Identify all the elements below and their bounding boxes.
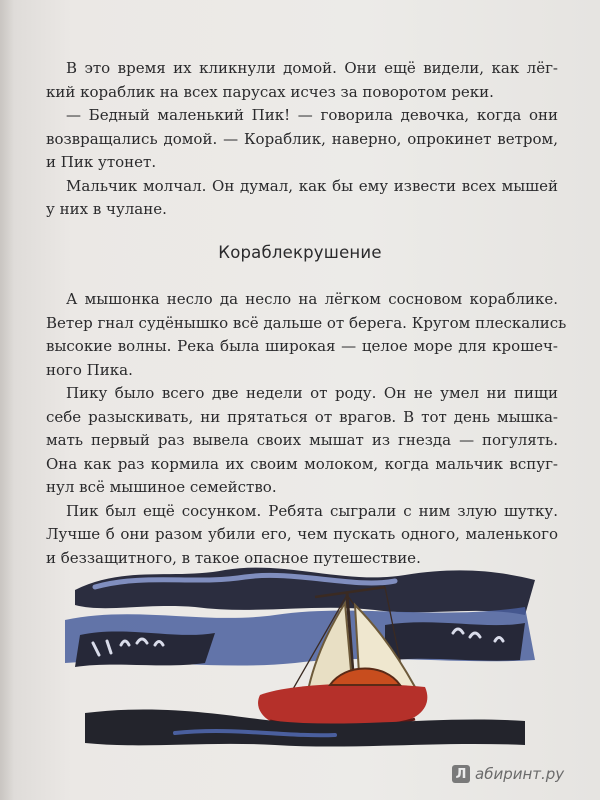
text-line: Ветер гнал судёнышко всё дальше от берега. Кругом плескались: [46, 313, 567, 332]
text-line: Лучше б они разом убили его, чем пускать одного, маленького: [46, 525, 558, 543]
text-line: нул всё мышиное семейство.: [46, 478, 277, 496]
labirint-watermark: [452, 762, 564, 786]
chapter-title: Кораблекрушение: [218, 243, 382, 262]
text-line: Пику было всего две недели от роду. Он не умел ни пищи: [66, 384, 558, 402]
wave-back: [75, 568, 535, 615]
text-line: у них в чулане.: [46, 200, 167, 218]
text-line: В это время их кликнули домой. Они ещё видели, как лёг-: [66, 59, 558, 77]
text-line: и Пик утонет.: [46, 153, 157, 171]
text-line: возвращались домой. — Кораблик, наверно, опрокинет ветром,: [46, 129, 558, 148]
text-line: Мальчик молчал. Он думал, как бы ему извести всех мышей: [66, 176, 558, 195]
shipwreck-illustration: [55, 545, 545, 760]
text-line: себе разыскивать, ни прятаться от врагов. В тот день мышка-: [46, 407, 558, 426]
text-line: А мышонка несло да несло на лёгком сосновом кораблике.: [66, 290, 558, 308]
text-line: Пик был ещё сосунком. Ребята сыграли с ним злую шутку.: [66, 501, 558, 520]
labirint-logo-icon: Л: [452, 765, 470, 783]
text-line: кий кораблик на всех парусах исчез за поворотом реки.: [46, 82, 494, 101]
text-line: и беззащитного, в такое опасное путешествие.: [46, 548, 421, 567]
boat-hull: [258, 684, 427, 728]
text-line: — Бедный маленький Пик! — говорила девочка, когда они: [66, 106, 558, 124]
text-line: мать первый раз вывела своих мышат из гнезда — погулять.: [46, 431, 558, 449]
text-line: Она как раз кормила их своим молоком, когда мальчик вспуг-: [46, 454, 558, 473]
watermark-text: абиринт.ру: [475, 765, 565, 783]
text-line: ного Пика.: [46, 360, 133, 379]
text-line: высокие волны. Река была широкая — целое море для крошеч-: [46, 337, 558, 355]
text-top: [46, 57, 558, 222]
text-bottom: [46, 288, 567, 570]
